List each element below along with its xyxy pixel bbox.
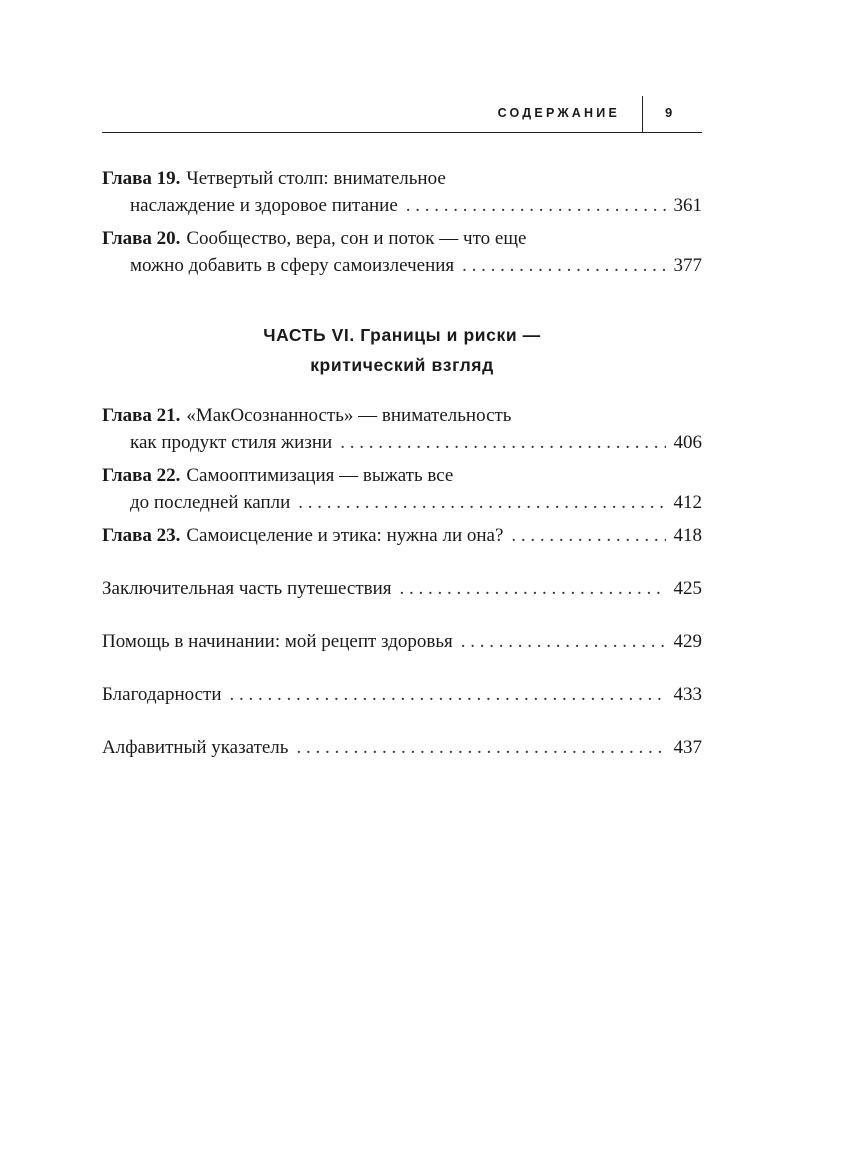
part-heading-line-1: ЧАСТЬ VI. Границы и риски — <box>263 325 541 345</box>
toc-entry-health-recipe[interactable] <box>102 628 702 655</box>
toc-entry-index[interactable] <box>102 734 702 761</box>
toc-entry-acknowledgements[interactable] <box>102 681 702 708</box>
entry-page-number: 433 <box>673 684 702 705</box>
entry-page-number: 429 <box>673 631 702 652</box>
chapter-title-line-2: наслаждение и здоровое питание <box>130 195 398 216</box>
chapter-title-line-1: Сообщество, вера, сон и поток — что еще <box>186 228 527 249</box>
running-header-title: СОДЕРЖАНИЕ <box>497 106 620 120</box>
chapter-label: Глава 19. <box>102 168 181 189</box>
toc-entry-chapter-22[interactable] <box>102 462 702 516</box>
chapter-label: Глава 20. <box>102 228 181 249</box>
chapter-title-line-1: Самооптимизация — выжать все <box>186 465 454 486</box>
chapter-title-line-2: можно добавить в сферу самоизлечения <box>130 255 455 276</box>
toc-entry-conclusion[interactable] <box>102 575 702 602</box>
dot-leader <box>511 522 665 549</box>
chapter-title-line-1: «МакОсознанность» — внимательность <box>186 405 512 426</box>
toc-entry-chapter-19[interactable] <box>102 165 702 219</box>
chapter-page-number: 361 <box>673 195 702 216</box>
dot-leader <box>298 489 665 516</box>
entry-title: Алфавитный указатель <box>102 737 289 758</box>
entry-page-number: 437 <box>673 737 702 758</box>
entry-title: Благодарности <box>102 684 222 705</box>
entry-title: Помощь в начинании: мой рецепт здоровья <box>102 631 453 652</box>
chapter-title-line-1: Четвертый столп: внимательное <box>186 168 446 189</box>
part-heading <box>102 320 702 380</box>
chapter-title-line-2: до последней капли <box>130 492 291 513</box>
dot-leader <box>462 252 665 279</box>
chapter-page-number: 406 <box>673 432 702 453</box>
chapter-label: Глава 21. <box>102 405 181 426</box>
header-separator <box>642 96 643 132</box>
toc-entry-chapter-20[interactable] <box>102 225 702 279</box>
page-number: 9 <box>665 105 673 120</box>
entry-title: Заключительная часть путешествия <box>102 578 392 599</box>
table-of-contents <box>102 165 702 761</box>
dot-leader <box>406 192 666 219</box>
chapter-label: Глава 23. <box>102 525 181 546</box>
entry-page-number: 425 <box>673 578 702 599</box>
dot-leader <box>230 681 666 708</box>
chapter-page-number: 418 <box>673 525 702 546</box>
dot-leader <box>461 628 666 655</box>
toc-entry-chapter-23[interactable] <box>102 522 702 549</box>
part-heading-line-2: критический взгляд <box>310 355 494 375</box>
running-header <box>102 96 702 133</box>
chapter-label: Глава 22. <box>102 465 181 486</box>
chapter-title-line-1: Самоисцеление и этика: нужна ли она? <box>186 525 504 546</box>
toc-entry-chapter-21[interactable] <box>102 402 702 456</box>
dot-leader <box>296 734 665 761</box>
chapter-title-line-2: как продукт стиля жизни <box>130 432 333 453</box>
dot-leader <box>340 429 665 456</box>
chapter-page-number: 412 <box>673 492 702 513</box>
chapter-page-number: 377 <box>673 255 702 276</box>
dot-leader <box>400 575 666 602</box>
